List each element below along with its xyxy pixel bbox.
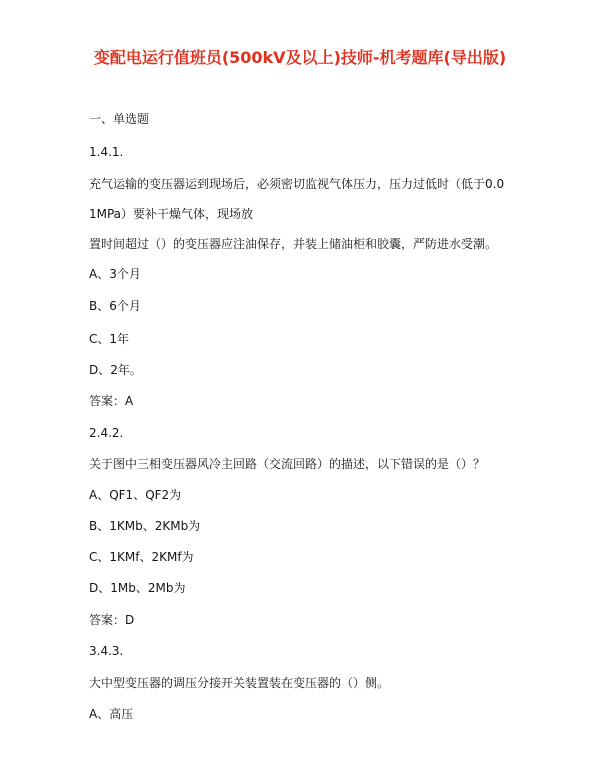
answer-option: D、2年。 — [89, 363, 142, 377]
answer-option: C、1KMf、2KMf为 — [89, 550, 194, 564]
answer-option: D、1Mb、2Mb为 — [89, 581, 186, 595]
question-number: 1.4.1. — [89, 145, 124, 159]
question-number: 2.4.2. — [89, 426, 124, 440]
question-number: 3.4.3. — [89, 644, 124, 658]
question-stem-line: 1MPa）要补干燥气体，现场放 — [89, 207, 254, 221]
section-heading: 一、单选题 — [89, 112, 150, 126]
question-stem-line: 大中型变压器的调压分接开关装置装在变压器的（）侧。 — [89, 676, 390, 690]
answer-option: A、QF1、QF2为 — [89, 488, 182, 502]
question-stem-line: 关于图中三相变压器风冷主回路（交流回路）的描述，以下错误的是（）？ — [89, 457, 486, 471]
document-title: 变配电运行值班员(500kV及以上)技师-机考题库(导出版) — [93, 48, 507, 67]
question-stem-line: 充气运输的变压器运到现场后，必须密切监视气体压力，压力过低时（低于0.0 — [89, 177, 505, 191]
answer-option: C、1年 — [89, 332, 130, 346]
answer-option: B、6个月 — [89, 299, 141, 313]
answer-key: 答案：D — [89, 613, 135, 627]
answer-option: B、1KMb、2KMb为 — [89, 519, 201, 533]
answer-key: 答案：A — [89, 394, 134, 408]
answer-option: A、高压 — [89, 707, 134, 721]
question-stem-line: 置时间超过（）的变压器应注油保存，并装上储油柜和胶囊，严防进水受潮。 — [89, 237, 498, 251]
answer-option: A、3个月 — [89, 267, 141, 281]
